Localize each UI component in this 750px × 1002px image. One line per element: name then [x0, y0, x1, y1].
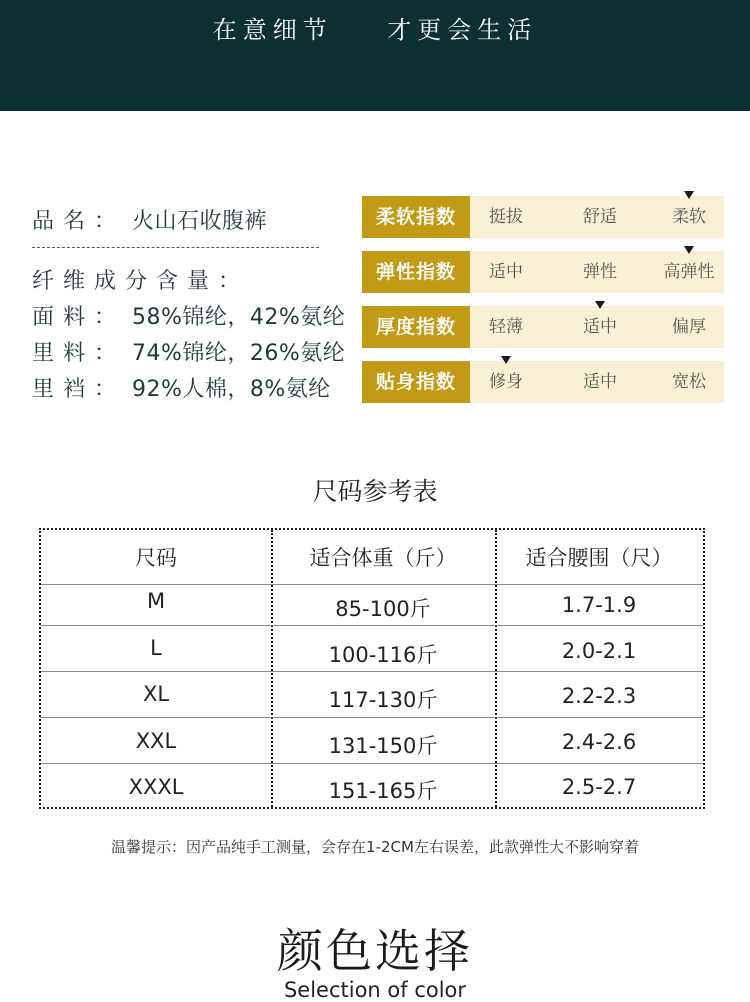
product-name-line — [32, 204, 267, 235]
header-banner — [0, 0, 750, 111]
selected-marker-icon — [595, 301, 605, 309]
table-header-waist: 适合腰围（尺） — [525, 546, 673, 570]
row-divider — [41, 584, 703, 585]
spec-divider — [32, 247, 319, 248]
fabric-value: 58%锦纶，42%氨纶 — [132, 305, 346, 330]
index-option: 挺拔 — [489, 207, 523, 227]
fiber-content-label: 纤维成分含量： — [32, 269, 250, 294]
product-name-value: 火山石收腹裤 — [132, 209, 268, 234]
table-cell-waist: 2.5-2.7 — [561, 775, 637, 799]
index-option: 适中 — [489, 262, 523, 282]
table-cell-weight: 151-165斤 — [328, 779, 438, 803]
fabric-label: 面料： — [32, 305, 126, 330]
lining-value: 74%锦纶，26%氨纶 — [132, 341, 346, 366]
index-option: 适中 — [583, 372, 617, 392]
size-table-title: 尺码参考表 — [312, 477, 438, 506]
index-name: 厚度指数 — [362, 306, 470, 348]
index-option: 偏厚 — [672, 317, 706, 337]
table-cell-weight: 117-130斤 — [328, 688, 438, 712]
banner-slogan: 在意细节 才更会生活 — [212, 16, 538, 44]
index-name: 贴身指数 — [362, 361, 470, 403]
crotch-value: 92%人棉，8%氨纶 — [132, 377, 331, 402]
index-option: 舒适 — [583, 207, 617, 227]
selected-marker-icon — [684, 246, 694, 254]
row-divider — [41, 671, 703, 672]
color-section-title: 颜色选择 — [277, 924, 473, 978]
index-option: 修身 — [489, 372, 523, 392]
index-row-softness — [362, 196, 724, 238]
table-cell-size: XL — [142, 682, 170, 706]
size-table — [39, 528, 705, 809]
crotch-line — [32, 372, 331, 403]
index-name: 弹性指数 — [362, 251, 470, 293]
index-option: 高弹性 — [663, 262, 715, 282]
selected-marker-icon — [501, 356, 511, 364]
index-option: 轻薄 — [489, 317, 523, 337]
index-option: 宽松 — [672, 372, 706, 392]
crotch-label: 里裆： — [32, 377, 126, 402]
index-row-fit — [362, 361, 724, 403]
index-row-elasticity — [362, 251, 724, 293]
table-cell-weight: 85-100斤 — [335, 597, 431, 621]
selected-marker-icon — [684, 191, 694, 199]
index-option: 适中 — [583, 317, 617, 337]
table-cell-size: M — [146, 589, 166, 613]
lining-label: 里料： — [32, 341, 126, 366]
index-row-thickness — [362, 306, 724, 348]
row-divider — [41, 763, 703, 764]
fabric-line — [32, 300, 345, 331]
index-option: 弹性 — [583, 262, 617, 282]
index-option: 柔软 — [672, 207, 706, 227]
table-header-weight: 适合体重（斤） — [309, 546, 457, 570]
table-cell-weight: 131-150斤 — [328, 734, 438, 758]
table-cell-waist: 2.2-2.3 — [561, 684, 637, 708]
table-header-size: 尺码 — [135, 546, 177, 570]
measurement-note: 温馨提示：因产品纯手工测量，会存在1-2CM左右误差，此款弹性大不影响穿着 — [111, 838, 639, 856]
color-section-subtitle: Selection of color — [283, 978, 467, 1002]
index-name: 柔软指数 — [362, 196, 470, 238]
table-cell-size: XXL — [135, 729, 177, 753]
product-name-label: 品名： — [32, 209, 126, 234]
table-cell-waist: 2.0-2.1 — [561, 639, 637, 663]
table-cell-size: L — [150, 636, 162, 660]
table-cell-waist: 1.7-1.9 — [561, 593, 637, 617]
table-cell-size: XXXL — [128, 775, 184, 799]
table-cell-weight: 100-116斤 — [328, 643, 438, 667]
row-divider — [41, 717, 703, 718]
table-cell-waist: 2.4-2.6 — [561, 730, 637, 754]
row-divider — [41, 625, 703, 626]
lining-line — [32, 336, 345, 367]
